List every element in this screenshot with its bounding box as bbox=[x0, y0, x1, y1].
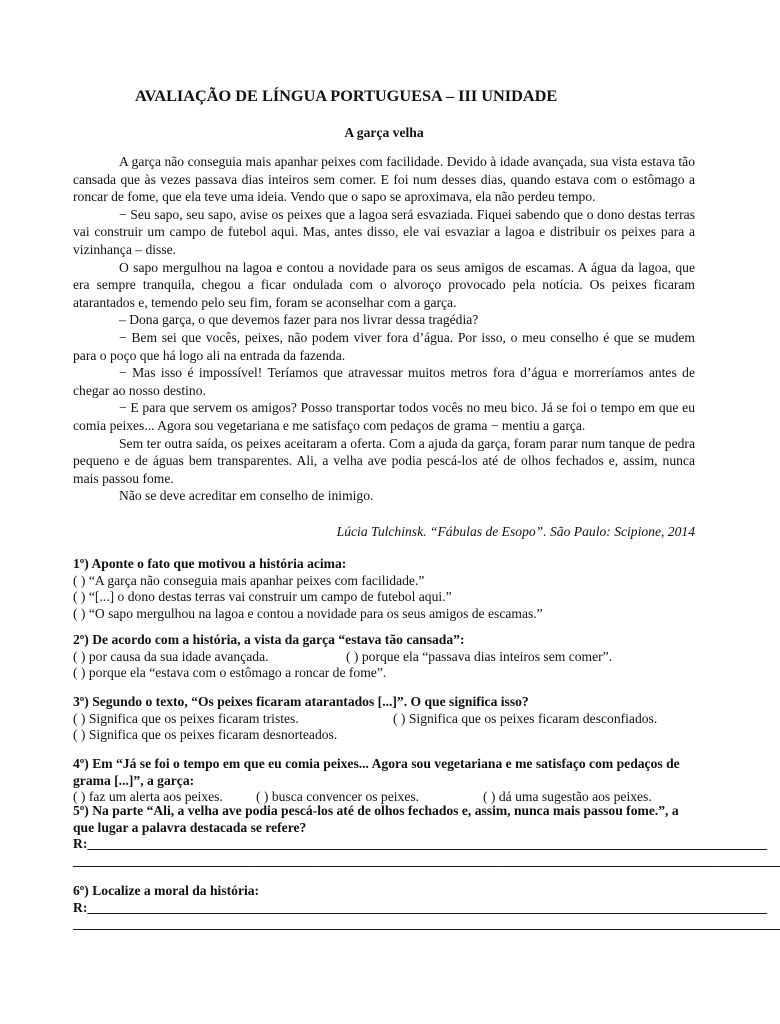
question-text: 3º) Segundo o texto, “Os peixes ficaram atarantados [...]”. O que significa isso? bbox=[73, 694, 529, 709]
option-1[interactable]: ( ) “A garça não conseguia mais apanhar peixes com facilidade.” bbox=[73, 572, 425, 588]
story-paragraph: − Seu sapo, seu sapo, avise os peixes que a lagoa será esvaziada. Fiquei sabendo que o dono destas terras vai construir um campo de futebol aqui. Mas, antes disso, ele vai esvaziar a lagoa e distribuir os peixes para a vizinhança – disse. bbox=[73, 206, 695, 257]
answer-line[interactable]: R:____________________________________________________________________________________________________ bbox=[73, 899, 768, 915]
story-paragraph: − E para que servem os amigos? Posso transportar todos vocês no meu bico. Já se foi o tempo em que eu comia peixes... Agora sou vegetariana e me satisfaço com pedaços de grama − mentiu a garça. bbox=[73, 400, 695, 433]
question-text: 4º) Em “Já se foi o tempo em que eu comia peixes... Agora sou vegetariana e me satisfaço com pedaços de grama [...]”, a garça: bbox=[73, 756, 680, 788]
answer-line[interactable]: ________________________________________________________________________________________________________ bbox=[73, 916, 780, 932]
story-title: A garça velha bbox=[344, 125, 424, 140]
question-text: 6º) Localize a moral da história: bbox=[73, 883, 260, 898]
answer-prefix: R: bbox=[73, 899, 88, 915]
story-paragraph: A garça não conseguia mais apanhar peixes com facilidade. Devido à idade avançada, sua vista estava tão cansada que às vezes passava dias inteiros sem comer. E foi num desses dias, quando estava com o estômago a roncar de fome, que ela teve uma ideia. Vendo que o sapo se aproximava, ela não perdeu tempo. bbox=[73, 154, 695, 205]
option-1[interactable]: ( ) Significa que os peixes ficaram tristes. bbox=[73, 710, 299, 726]
question-3 bbox=[73, 694, 695, 744]
option-2[interactable]: ( ) busca convencer os peixes. bbox=[256, 789, 420, 805]
question-text: 2º) De acordo com a história, a vista da garça “estava tão cansada”: bbox=[73, 632, 465, 647]
question-5 bbox=[73, 803, 780, 869]
question-1 bbox=[73, 556, 695, 622]
option-1[interactable]: ( ) por causa da sua idade avançada. bbox=[73, 648, 269, 664]
page-title: AVALIAÇÃO DE LÍNGUA PORTUGUESA – III UNIDADE bbox=[135, 86, 558, 105]
story-paragraph: – Dona garça, o que devemos fazer para nos livrar dessa tragédia? bbox=[119, 312, 479, 328]
answer-line[interactable]: ________________________________________________________________________________________________________ bbox=[73, 852, 780, 868]
option-2[interactable]: ( ) “[...] o dono destas terras vai construir um campo de futebol aqui.” bbox=[73, 589, 452, 605]
option-3[interactable]: ( ) Significa que os peixes ficaram desnorteados. bbox=[73, 727, 338, 743]
story-paragraph: − Bem sei que vocês, peixes, não podem viver fora d’água. Por isso, o meu conselho é que se mudem para o poço que há logo ali na entrada da fazenda. bbox=[73, 329, 695, 363]
story-paragraph: O sapo mergulhou na lagoa e contou a novidade para os seus amigos de escamas. A água da lagoa, que era sempre tranquila, chegou a ficar ondulada com o alvoroço provocado pela notícia. Os peixes ficaram atarantados e, temendo pelo seu fim, foram se aconselhar com a garça. bbox=[73, 259, 695, 310]
answer-prefix: R: bbox=[73, 836, 88, 852]
question-text: 5º) Na parte “Ali, a velha ave podia pescá-los até de olhos fechados e, assim, nunca mais passou fome.”, a que lugar a palavra destacada se refere? bbox=[73, 803, 679, 835]
story-paragraph: Não se deve acreditar em conselho de inimigo. bbox=[119, 488, 374, 504]
question-6 bbox=[73, 883, 780, 933]
question-2 bbox=[73, 632, 695, 682]
question-4 bbox=[73, 756, 695, 806]
option-2[interactable]: ( ) Significa que os peixes ficaram desconfiados. bbox=[393, 710, 658, 726]
question-text: 1º) Aponte o fato que motivou a história acima: bbox=[73, 556, 347, 571]
option-1[interactable]: ( ) faz um alerta aos peixes. bbox=[73, 789, 223, 805]
answer-line[interactable]: R:____________________________________________________________________________________________________ bbox=[73, 836, 768, 852]
option-3[interactable]: ( ) dá uma sugestão aos peixes. bbox=[483, 789, 652, 805]
story-paragraph: Sem ter outra saída, os peixes aceitaram a oferta. Com a ajuda da garça, foram parar num tanque de pedra pequeno e de águas bem transparentes. Ali, a velha ave podia pescá-los até de olhos fechados e, assim, nunca mais passou fome. bbox=[73, 435, 695, 486]
story-credit: Lúcia Tulchinsk. “Fábulas de Esopo”. São Paulo: Scipione, 2014 bbox=[336, 524, 695, 539]
story-paragraph: − Mas isso é impossível! Teríamos que atravessar muitos metros fora d’água e morreríamos antes de chegar ao nosso destino. bbox=[73, 365, 695, 398]
story-text bbox=[73, 153, 695, 505]
option-2[interactable]: ( ) porque ela “passava dias inteiros sem comer”. bbox=[346, 648, 613, 664]
option-3[interactable]: ( ) porque ela “estava com o estômago a roncar de fome”. bbox=[73, 665, 387, 681]
option-3[interactable]: ( ) “O sapo mergulhou na lagoa e contou a novidade para os seus amigos de escamas.” bbox=[73, 605, 543, 621]
